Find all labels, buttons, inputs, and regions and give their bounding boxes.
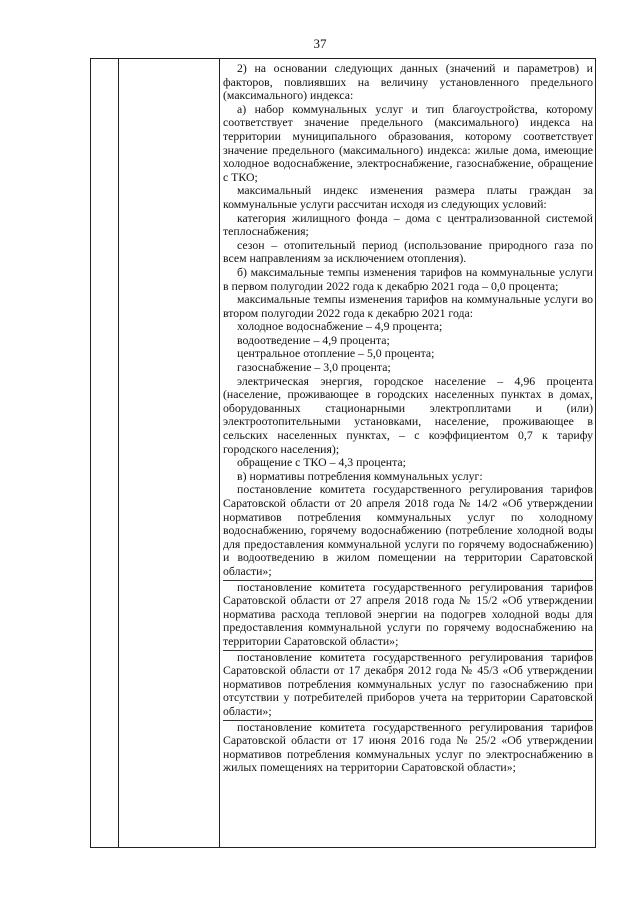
paragraph: газоснабжение – 3,0 процента; — [237, 360, 391, 375]
paragraph: категория жилищного фонда – дома с централизованной системой теплоснабжения; — [223, 210, 593, 239]
paragraph: обращение с ТКО – 4,3 процента; — [237, 455, 406, 470]
column-divider — [219, 59, 220, 847]
column-divider — [118, 59, 119, 847]
paragraph: центральное отопление – 5,0 процента; — [237, 346, 435, 361]
paragraph: максимальный индекс изменения размера платы граждан за коммунальные услуги рассчитан исходя из следующих условий: — [223, 183, 593, 211]
document-table — [90, 58, 596, 848]
paragraph: постановление комитета государственного регулирования тарифов Саратовской области от 20 апреля 2018 года № 14/2 «Об утверждении нормативов потребления коммунальных услуг по холодному водоснабжению, горячему водоснабжению (потребление холодной воды для предоставления коммунальной услуги по горячему водоснабжению) и водоотведению в жилом помещении на территории Саратовской области»; — [223, 482, 593, 578]
paragraph: постановление комитета государственного регулирования тарифов Саратовской области от 27 апреля 2018 года № 15/2 «Об утверждении норматива расхода тепловой энергии на подогрев холодной воды для предоставления коммунальной услуги по горячему водоснабжению на территории Саратовской области»; — [223, 579, 593, 648]
paragraph: водоотведение – 4,9 процента; — [237, 332, 390, 347]
paragraph: максимальные темпы изменения тарифов на коммунальные услуги во втором полугодии 2022 года к декабрю 2021 года: — [223, 292, 593, 320]
page-number: 37 — [313, 36, 327, 51]
paragraph: б) максимальные темпы изменения тарифов на коммунальные услуги в первом полугодии 2022 года к декабрю 2021 года – 0,0 процента; — [223, 264, 593, 293]
paragraph: холодное водоснабжение – 4,9 процента; — [237, 319, 443, 334]
paragraph: а) набор коммунальных услуг и тип благоустройства, которому соответствует значение предельного (максимального) индекса на территории муниципального образования, которому соответствует значение предельного (максимального) индекса: жилые дома, имеющие холодное водоснабжение, электроснабжение, газоснабжение, обращение с ТКО; — [223, 101, 593, 184]
table-cell-text — [223, 62, 593, 775]
paragraph: в) нормативы потребления коммунальных услуг: — [237, 468, 483, 483]
paragraph: сезон – отопительный период (использование природного газа по всем направлениям за исключением отопления). — [223, 237, 593, 266]
paragraph: постановление комитета государственного регулирования тарифов Саратовской области от 17 июня 2016 года № 25/2 «Об утверждении нормативов потребления коммунальных услуг по электроснабжению в жилых помещениях на территории Саратовской области»; — [223, 719, 593, 775]
paragraph: электрическая энергия, городское население – 4,96 процента (население, проживающее в городских населенных пунктах в домах, оборудованных стационарными электроплитами и (или) электроотопительными установками, население, проживающее в сельских населенных пунктах, – с коэффициентом 0,7 к тарифу городского населения); — [223, 373, 593, 456]
paragraph: постановление комитета государственного регулирования тарифов Саратовской области от 17 декабря 2012 года № 45/3 «Об утверждении нормативов потребления коммунальных услуг по газоснабжению при отсутствии у потребителей приборов учета на территории Саратовской области»; — [223, 649, 593, 718]
paragraph: 2) на основании следующих данных (значений и параметров) и факторов, повлиявших на величину установленного предельного (максимального) индекса: — [223, 61, 593, 103]
